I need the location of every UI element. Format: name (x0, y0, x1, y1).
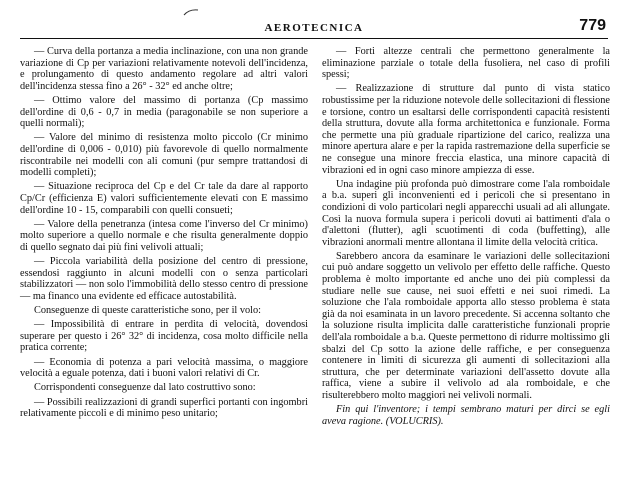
page-number: 779 (579, 17, 606, 34)
right-column (322, 46, 610, 430)
paragraph: Sarebbero ancora da esaminare le variazioni delle sollecitazioni cui può andare soggetto un velivolo per effetto delle raffiche. Questo problema è molto importante ed anche uno dei più complessi da studiare nelle sue cause, nei suoi effetti e nei suoi rimedi. La soluzione che l'ala romboidale apporta allo stesso problema è stata già da noi esaminata in un lavoro precedente. Si accenna soltanto che la soluzione risulta implicita dalle caratteristiche funzionali proprie dell'ala romboidale a b.a. Queste permettono di ridurre moltissimo gli sbalzi del Cp sotto la azione delle raffiche, e per conseguenza contenere in limiti di sicurezza gli aumenti di sollecitazioni alla struttura, che per determinate variazioni dell'assetto dovute alla raffica, viene a subire il velivolo ad ala romboidale, e che risulterebbero molto maggiori nei velivoli normali. (322, 250, 610, 401)
paragraph: — Ottimo valore del massimo di portanza (Cp massimo dell'ordine di 0,6 - 0,7 in media (paragonabile se non superiore a quelli normali); (20, 94, 308, 130)
paragraph: — Situazione reciproca del Cp e del Cr tale da dare al rapporto Cp/Cr (efficienza E) valori sufficientemente elevati con E massimo dell'ordine 10 - 15, comparabili con quelli consueti; (20, 181, 308, 216)
paragraph: — Piccola variabilità della posizione del centro di pressione, essendosi raggiunto in alcuni modelli con o senza particolari stabilizzatori — non solo l'immobilità dello stesso centro di pressione — ma financo una evidente ed efficace autostabilità. (20, 256, 308, 302)
running-title: AEROTECNICA (264, 22, 364, 34)
corner-mark-icon (183, 8, 199, 16)
paragraph: Corrispondenti conseguenze dal lato costruttivo sono: (34, 382, 256, 394)
paragraph: — Economia di potenza a pari velocità massima, o maggiore velocità a eguale potenza, dati i buoni valori relativi di Cr. (20, 356, 308, 380)
left-column (20, 46, 308, 422)
paragraph: — Forti altezze centrali che permettono generalmente la eliminazione parziale o totale della fusoliera, nel caso di profili spessi; (322, 46, 610, 81)
paragraph: — Realizzazione di strutture dal punto di vista statico robustissime per la riduzione notevole delle sollecitazioni di flessione e torsione, contro un esaltarsi delle corrispondenti capacità resistenti della struttura, dovute alla forma architettonica e funzionale. Forma che permette una più graduale ripartizione del carico, realizza una minore apertura alare e per la rapida rastremazione della superficie se ne consegue una minore freccia elastica, una minore capacità di vibrazioni ed in ogni caso minore ampiezza di esse. (322, 83, 610, 176)
paragraph: Una indagine più profonda può dimostrare come l'ala romboidale a b.a. superi gli inconvenienti ed i pericoli che si presentano in condizioni di volo particolari negli apparecchi usuali ad ali allungate. Così la nuova formula supera i pericoli dovuti ai battimenti d'ala o d'alettoni (flutter), agli scuotimenti di coda (buffetting), alle vibrazioni anormali mentre allontana il limite della velocità critica. (322, 178, 610, 248)
paragraph: — Possibili realizzazioni di grandi superfici portanti con ingombri relativamente piccoli e di minimo peso unitario; (20, 396, 308, 420)
closing-remark: Fin qui l'inventore; i tempi sembrano maturi per dirci se egli aveva ragione. (VOLUCRIS). (322, 404, 610, 427)
paragraph: — Valore della penetranza (intesa come l'inverso del Cr minimo) molto superiore a quello normale e che risulta generalmente doppio di quello segnato dai più fini velivoli attuali; (20, 218, 308, 253)
paragraph: — Curva della portanza a media inclinazione, con una non grande variazione di Cp per variazioni relativamente notevoli dell'incidenza, e prolungamento di questo andamento regolare ad altri valori dell'incidenza stessa fino a 26° - 32° ed anche oltre; (20, 46, 308, 92)
paragraph: — Impossibilità di entrare in perdita di velocità, dovendosi superare per questo i 26° 32° di incidenza, cosa molto difficile nella pratica corrente; (20, 319, 308, 354)
page-header (20, 19, 608, 37)
paragraph: — Valore del minimo di resistenza molto piccolo (Cr minimo dell'ordine di 0,006 - 0,010) più favorevole di quello normalmente riscontrabile nei modelli con ali comuni (pur sempre trattandosi di modelli completi); (20, 132, 308, 179)
header-rule (20, 38, 608, 39)
paragraph: Conseguenze di queste caratteristiche sono, per il volo: (34, 305, 262, 317)
